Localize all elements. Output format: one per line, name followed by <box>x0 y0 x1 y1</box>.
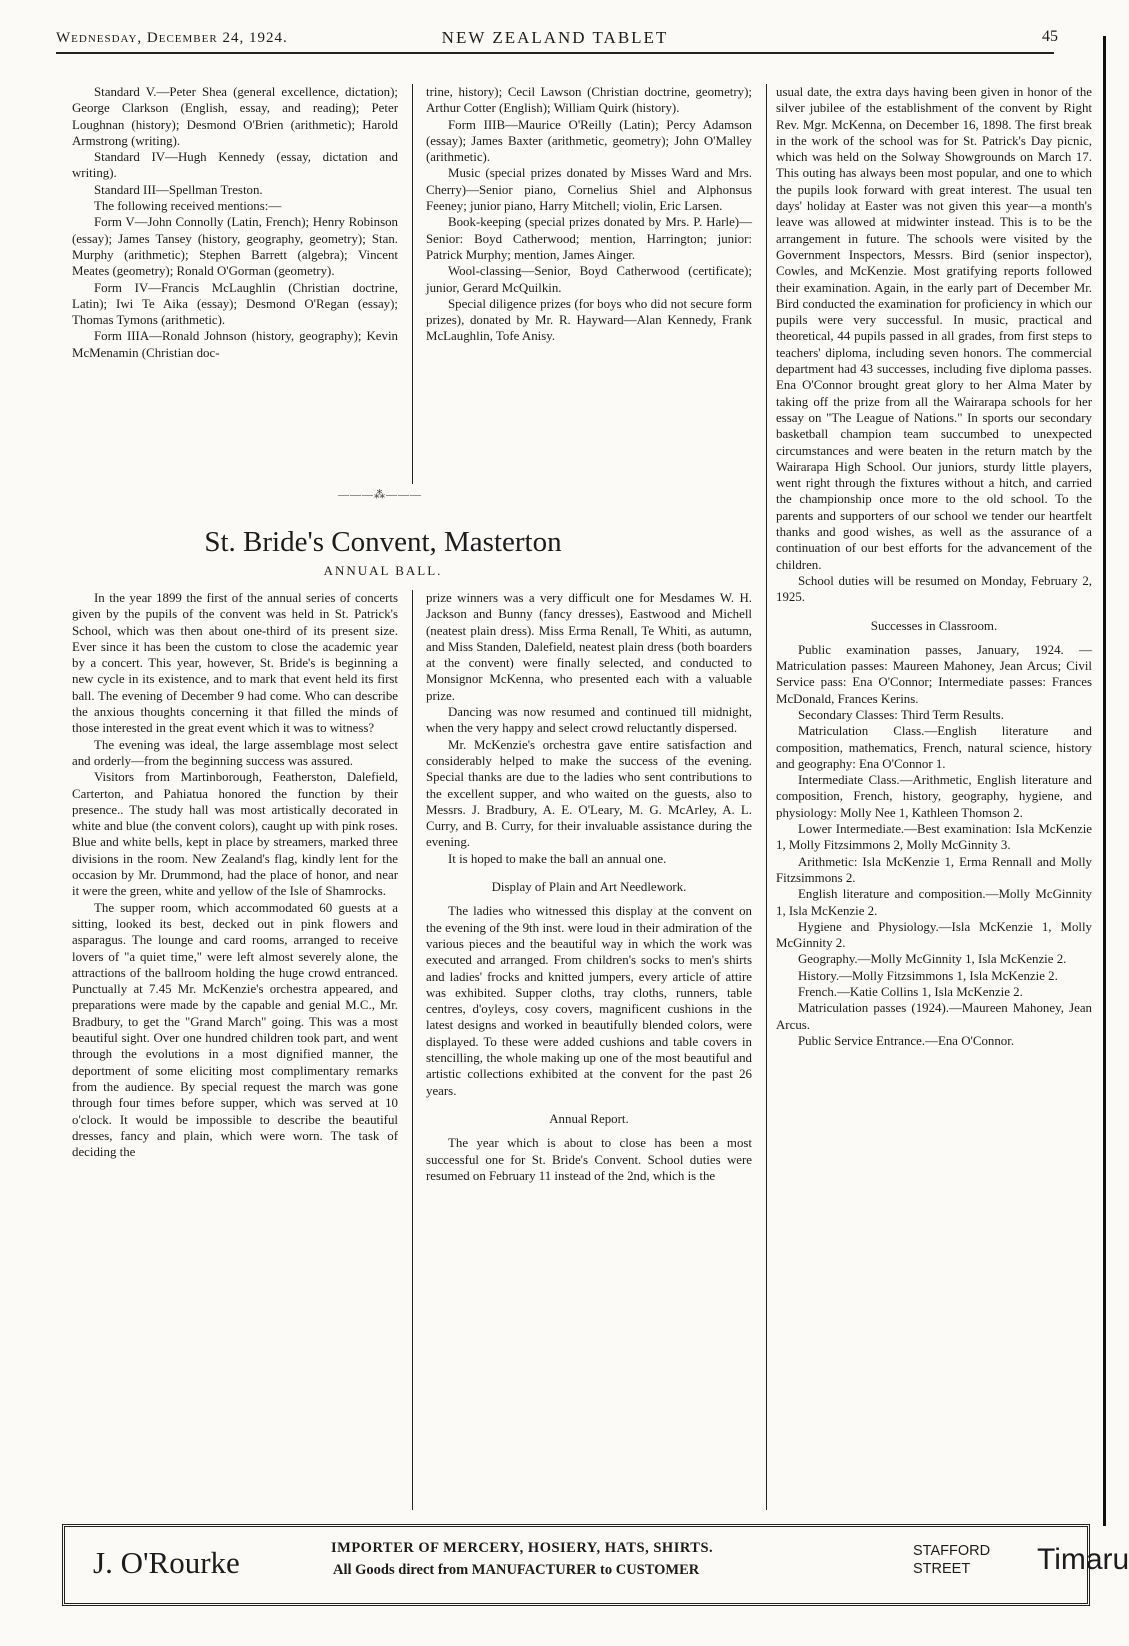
paragraph: English literature and composition.—Molly McGinnity 1, Isla McKenzie 2. <box>776 887 1092 918</box>
issue-date: Wednesday, December 24, 1924. <box>56 30 288 46</box>
paragraph: trine, history); Cecil Lawson (Christian doctrine, geometry); Arthur Cotter (English); William Quirk (history). <box>426 85 752 116</box>
article-column-2 <box>426 590 752 1184</box>
advertisement-box <box>62 1524 1129 1606</box>
article-column-1 <box>72 590 398 1160</box>
paragraph: Standard V.—Peter Shea (general excellence, dictation); George Clarkson (English, essay, and reading); Peter Loughnan (history); Desmond O'Brien (arithmetic); Harold Armstrong (writing). <box>72 85 398 148</box>
column-rule <box>412 84 413 484</box>
paragraph: The following received mentions:— <box>94 199 282 214</box>
paragraph: School duties will be resumed on Monday, February 2, 1925. <box>776 573 1092 605</box>
paragraph: History.—Molly Fitzsimmons 1, Isla McKenzie 2. <box>798 968 1058 983</box>
paragraph: Dancing was now resumed and continued till midnight, when the very happy and select crowd reluctantly dispersed. <box>426 705 752 736</box>
report-heading: Annual Report. <box>549 1111 629 1126</box>
paragraph: French.—Katie Collins 1, Isla McKenzie 2. <box>798 985 1023 1000</box>
paragraph: Arithmetic: Isla McKenzie 1, Erma Rennall and Molly Fitzsimmons 2. <box>776 854 1092 885</box>
ad-tagline: IMPORTER OF MERCERY, HOSIERY, HATS, SHIRTS. <box>331 1540 714 1556</box>
ad-city: Timaru <box>1037 1543 1129 1576</box>
paragraph: Intermediate Class.—Arithmetic, English literature and composition, French, history, geography, hygiene, and physiology: Molly Nee 1, Kathleen Thomson 2. <box>776 773 1092 820</box>
needlework-heading: Display of Plain and Art Needlework. <box>491 880 687 895</box>
paragraph: Wool-classing—Senior, Boyd Catherwood (certificate); junior, Gerard McQuilkin. <box>426 264 752 295</box>
paragraph: Form IIIB—Maurice O'Reilly (Latin); Percy Adamson (essay); James Baxter (arithmetic, geometry); John O'Malley (arithmetic). <box>426 117 752 165</box>
article-subtitle: ANNUAL BALL. <box>323 563 443 578</box>
page-number: 45 <box>1042 28 1058 45</box>
successes-heading: Successes in Classroom. <box>870 618 998 633</box>
article-column-3 <box>776 84 1092 1049</box>
masthead: NEW ZEALAND TABLET <box>441 28 669 47</box>
paragraph: The evening was ideal, the large assemblage most select and orderly—from the beginning success was assured. <box>72 737 398 768</box>
top-left-column <box>72 84 398 361</box>
paragraph: Book-keeping (special prizes donated by Mrs. P. Harle)—Senior: Boyd Catherwood; mention, Harrington; junior: Patrick Murphy; mention, James Ainger. <box>426 215 752 262</box>
paragraph: Form IV—Francis McLaughlin (Christian doctrine, Latin); Iwi Te Aika (essay); Desmond O'Regan (essay); Thomas Tymons (arithmetic). <box>72 280 398 328</box>
paragraph: It is hoped to make the ball an annual one. <box>448 851 667 866</box>
top-middle-column <box>426 84 752 345</box>
paragraph: Matriculation passes (1924).—Maureen Mahoney, Jean Arcus. <box>776 1001 1092 1032</box>
paragraph: Form IIIA—Ronald Johnson (history, geography); Kevin McMenamin (Christian doc- <box>72 329 398 360</box>
paragraph: Public examination passes, January, 1924. —Matriculation passes: Maureen Mahoney, Jean Arcus; Civil Service pass: Ena O'Connor; Intermediate passes: Frances McDonald, Frances Kerins. <box>776 642 1092 706</box>
paragraph: The ladies who witnessed this display at the convent on the evening of the 9th inst. were loud in their admiration of the various pieces and the beautiful way in which the work was executed and arranged. From children's socks to men's shirts and ladies' frocks and knitted jumpers, every article of attire was exhibited. Supper cloths, tray cloths, runners, table centres, d'oyleys, cosy covers, magnificent cushions in the latest designs and worked in beautifully blended colors, were displayed. To these were added cushions and table covers in stencilling, the whole making up one of the most beautiful and artistic collections exhibited at the convent for the past 26 years. <box>426 904 752 1098</box>
paragraph: Standard IV—Hugh Kennedy (essay, dictation and writing). <box>72 150 398 181</box>
paragraph: Lower Intermediate.—Best examination: Isla McKenzie 1, Molly Fitzsimmons 2, Molly McGinnity 3. <box>776 822 1092 853</box>
paragraph: In the year 1899 the first of the annual series of concerts given by the pupils of the convent was held in St. Patrick's School, which was then about one-third of its present size. Ever since it has been the custom to close the academic year by a concert. This year, however, St. Bride's is beginning a new cycle in its existence, and to mark that event held its first ball. The evening of December 9 had come. Who can describe the anxious thoughts concerning it that filled the minds of those interested in the great event which it was to witness? <box>72 591 398 736</box>
paragraph: Public Service Entrance.—Ena O'Connor. <box>798 1033 1015 1048</box>
paragraph: Special diligence prizes (for boys who did not secure form prizes), donated by Mr. R. Hayward—Alan Kennedy, Frank McLaughlin, Tofe Anisy. <box>426 296 752 344</box>
paragraph: Secondary Classes: Third Term Results. <box>798 707 1004 722</box>
paragraph: The supper room, which accommodated 60 guests at a sitting, looked its best, decked out in pink flowers and asparagus. The lounge and card rooms, arranged to receive lovers of "a quiet time," were left almost severely alone, the attractions of the ballroom holding the huge crowd entranced. Punctually at 7.45 Mr. McKenzie's orchestra appeared, and preparations were made by the capable and genial M.C., Mr. Bradbury, to get the "Grand March" going. This was a most beautiful sight. Over one hundred children took part, and went through the evolutions in a most dignified manner, the deportment of some eliciting most complimentary remarks from the audience. By special request the march was gone through four times before supper, which was served at 10 o'clock. It would be impossible to describe the beautiful dresses, fancy and plain, which were worn. The task of deciding the <box>72 900 398 1160</box>
ad-subtagline: All Goods direct from MANUFACTURER to CUSTOMER <box>333 1562 700 1578</box>
page-edge-rule <box>1103 36 1106 1526</box>
column-rule <box>766 84 767 1510</box>
paragraph: prize winners was a very difficult one for Mesdames W. H. Jackson and Bunny (fancy dresses), Eastwood and Michell (neatest plain dress). Miss Erma Renall, Te Whiti, as autumn, and Miss Standen, Dalefield, neatest plain dress (both boarders at the convent) were finally selected, and conducted to Monsignor McKenna, who presented each with a valuable prize. <box>426 591 752 703</box>
paragraph: Mr. McKenzie's orchestra gave entire satisfaction and considerably helped to make the success of the evening. Special thanks are due to the ladies who sent contributions to the excellent supper, and who waited on the guests, also to Messrs. J. Bradbury, A. E. O'Leary, M. G. McArley, A. L. Curry, and B. Curry, for their invaluable assistance during the evening. <box>426 737 752 850</box>
paragraph: Visitors from Martinborough, Featherston, Dalefield, Carterton, and Pahiatua honored the function by their presence.. The study hall was most artistically decorated in white and blue (the convent colors), caught up with pink roses. Blue and white bells, kept in place by streamers, marked three divisions in the room. New Zealand's flag, kindly lent for the occasion by Mr. Drummond, had the place of honor, and near it were the green, white and yellow of the Isle of Shamrocks. <box>72 770 398 899</box>
section-separator: ———⁂——— <box>338 489 422 501</box>
ad-street: STAFFORD STREET <box>913 1543 991 1577</box>
paragraph: Hygiene and Physiology.—Isla McKenzie 1, Molly McGinnity 2. <box>776 919 1092 951</box>
page-header <box>56 22 1058 54</box>
article-title: St. Bride's Convent, Masterton <box>204 526 562 558</box>
advertiser-name: J. O'Rourke <box>93 1545 240 1580</box>
paragraph: Standard III—Spellman Treston. <box>94 182 263 197</box>
paragraph: Music (special prizes donated by Misses Ward and Mrs. Cherry)—Senior piano, Cornelius Shiel and Alphonsus Feeney; junior piano, Harry Mitchell; violin, Eric Larsen. <box>426 166 752 214</box>
column-rule <box>412 590 413 1510</box>
paragraph: Form V—John Connolly (Latin, French); Henry Robinson (essay); James Tansey (history, geography, geometry); Stan. Murphy (arithmetic); Stephen Barrett (algebra); Vincent Meates (geometry); Ronald O'Gorman (geometry). <box>72 215 398 279</box>
paragraph: usual date, the extra days having been given in honor of the silver jubilee of the establishment of the convent by Right Rev. Mgr. McKenna, on December 16, 1898. The first break in the work of the school was for St. Patrick's Day picnic, which was held on the Solway Showgrounds on March 17. This outing has always been most popular, and one to which the pupils look forward with great interest. The usual ten days' holiday at Easter was not given this year—a month's leave was allowed at midwinter instead. This is to be the arrangement in future. The schools were visited by the Government Inspectors, Messrs. Bird (senior inspector), Cowles, and McKenzie. Most gratifying reports followed their examination. Again, in the early part of December Mr. Bird conducted the examination for proficiency in which our pupils were very successful. In music, practical and theoretical, 44 pupils passed in all grades, from first steps to teachers' diploma, including seven honors. The commercial department had 43 successes, including five diploma passes. Ena O'Connor brought great glory to her Alma Mater by taking off the prize from all the Wairarapa schools for her essay on "The League of Nations." In sports our secondary basketball champion team succumbed to unexpected circumstances and were beaten in the return match by the Wairarapa High School. Our juniors, sturdy little players, went right through the fixtures without a hitch, and carried the championship once more to the old school. To the parents and supporters of our school we tender our heartfelt thanks and good wishes, as well as the assurance of a continuation of our best efforts for the advancement of the children. <box>776 85 1092 572</box>
paragraph: Matriculation Class.—English literature and composition, mathematics, French, natural science, history and geography: Ena O'Connor 1. <box>776 724 1092 771</box>
paragraph: Geography.—Molly McGinnity 1, Isla McKenzie 2. <box>798 952 1067 967</box>
paragraph: The year which is about to close has been a most successful one for St. Bride's Convent. School duties were resumed on February 11 instead of the 2nd, which is the <box>426 1136 752 1183</box>
